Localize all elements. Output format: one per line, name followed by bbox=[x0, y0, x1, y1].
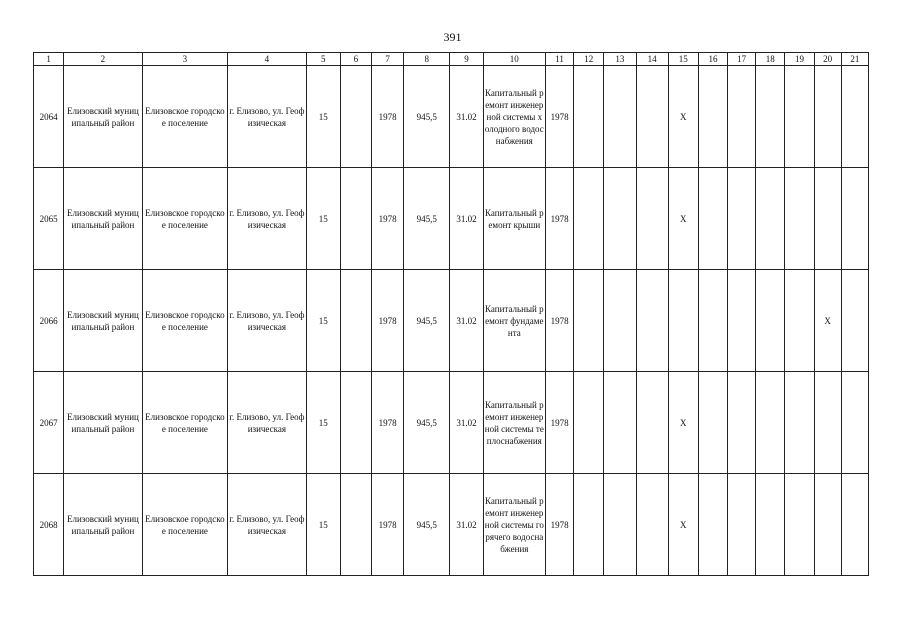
column-header: 12 bbox=[574, 53, 604, 66]
cell-col14 bbox=[636, 270, 668, 372]
cell-col11: 1978 bbox=[545, 270, 573, 372]
column-header: 8 bbox=[404, 53, 450, 66]
cell-col5: 15 bbox=[306, 168, 340, 270]
settlement-cell: Елизовское городское поселение bbox=[142, 168, 228, 270]
cell-col8: 945,5 bbox=[404, 372, 450, 474]
district-cell: Елизовский муниципальный район bbox=[64, 372, 142, 474]
cell-col6 bbox=[340, 372, 371, 474]
cell-col11: 1978 bbox=[545, 168, 573, 270]
cell-col5: 15 bbox=[306, 66, 340, 168]
cell-col9: 31.02 bbox=[450, 270, 483, 372]
cell-col6 bbox=[340, 474, 371, 576]
column-header: 18 bbox=[756, 53, 785, 66]
cell-col19 bbox=[785, 474, 814, 576]
cell-col16 bbox=[698, 66, 727, 168]
cell-col11: 1978 bbox=[545, 66, 573, 168]
cell-col13 bbox=[604, 474, 636, 576]
column-header: 1 bbox=[34, 53, 64, 66]
cell-col20 bbox=[814, 372, 841, 474]
cell-col21 bbox=[841, 168, 868, 270]
table-row bbox=[34, 270, 869, 372]
cell-col13 bbox=[604, 270, 636, 372]
cell-col15: X bbox=[668, 372, 698, 474]
cell-col12 bbox=[574, 474, 604, 576]
cell-col14 bbox=[636, 474, 668, 576]
cell-col18 bbox=[756, 168, 785, 270]
cell-col20: X bbox=[814, 270, 841, 372]
cell-col21 bbox=[841, 270, 868, 372]
work-type-cell: Капитальный ремонт инженерной системы теплоснабжения bbox=[483, 372, 545, 474]
cell-col19 bbox=[785, 66, 814, 168]
column-header: 21 bbox=[841, 53, 868, 66]
cell-col13 bbox=[604, 66, 636, 168]
cell-col13 bbox=[604, 168, 636, 270]
cell-col8: 945,5 bbox=[404, 474, 450, 576]
page-number: 391 bbox=[443, 30, 462, 44]
cell-col11: 1978 bbox=[545, 372, 573, 474]
column-header: 20 bbox=[814, 53, 841, 66]
cell-col8: 945,5 bbox=[404, 168, 450, 270]
cell-col21 bbox=[841, 66, 868, 168]
column-header: 2 bbox=[64, 53, 142, 66]
cell-col8: 945,5 bbox=[404, 66, 450, 168]
cell-col6 bbox=[340, 66, 371, 168]
column-header: 7 bbox=[371, 53, 403, 66]
table-row bbox=[34, 474, 869, 576]
settlement-cell: Елизовское городское поселение bbox=[142, 474, 228, 576]
cell-col13 bbox=[604, 372, 636, 474]
column-header: 16 bbox=[698, 53, 727, 66]
cell-col9: 31.02 bbox=[450, 474, 483, 576]
address-cell: г. Елизово, ул. Геофизическая bbox=[228, 168, 306, 270]
cell-col14 bbox=[636, 168, 668, 270]
cell-col15: X bbox=[668, 168, 698, 270]
address-cell: г. Елизово, ул. Геофизическая bbox=[228, 372, 306, 474]
table-row bbox=[34, 168, 869, 270]
row-id: 2068 bbox=[34, 474, 64, 576]
column-header: 3 bbox=[142, 53, 228, 66]
row-id: 2066 bbox=[34, 270, 64, 372]
column-header: 9 bbox=[450, 53, 483, 66]
cell-col16 bbox=[698, 474, 727, 576]
cell-col12 bbox=[574, 372, 604, 474]
cell-col9: 31.02 bbox=[450, 372, 483, 474]
table-row bbox=[34, 66, 869, 168]
cell-col7: 1978 bbox=[371, 474, 403, 576]
cell-col18 bbox=[756, 474, 785, 576]
cell-col20 bbox=[814, 66, 841, 168]
cell-col5: 15 bbox=[306, 372, 340, 474]
cell-col8: 945,5 bbox=[404, 270, 450, 372]
cell-col6 bbox=[340, 270, 371, 372]
cell-col21 bbox=[841, 474, 868, 576]
cell-col17 bbox=[728, 168, 756, 270]
column-header: 19 bbox=[785, 53, 814, 66]
cell-col18 bbox=[756, 66, 785, 168]
cell-col17 bbox=[728, 474, 756, 576]
cell-col19 bbox=[785, 168, 814, 270]
cell-col21 bbox=[841, 372, 868, 474]
cell-col15 bbox=[668, 270, 698, 372]
cell-col17 bbox=[728, 66, 756, 168]
cell-col19 bbox=[785, 372, 814, 474]
address-cell: г. Елизово, ул. Геофизическая bbox=[228, 270, 306, 372]
row-id: 2065 bbox=[34, 168, 64, 270]
cell-col17 bbox=[728, 270, 756, 372]
cell-col14 bbox=[636, 372, 668, 474]
cell-col11: 1978 bbox=[545, 474, 573, 576]
cell-col7: 1978 bbox=[371, 66, 403, 168]
row-id: 2064 bbox=[34, 66, 64, 168]
address-cell: г. Елизово, ул. Геофизическая bbox=[228, 474, 306, 576]
header-row bbox=[34, 53, 869, 66]
settlement-cell: Елизовское городское поселение bbox=[142, 270, 228, 372]
cell-col16 bbox=[698, 168, 727, 270]
work-type-cell: Капитальный ремонт фундамента bbox=[483, 270, 545, 372]
district-cell: Елизовский муниципальный район bbox=[64, 66, 142, 168]
data-table bbox=[33, 52, 869, 576]
settlement-cell: Елизовское городское поселение bbox=[142, 66, 228, 168]
district-cell: Елизовский муниципальный район bbox=[64, 474, 142, 576]
cell-col17 bbox=[728, 372, 756, 474]
column-header: 10 bbox=[483, 53, 545, 66]
cell-col12 bbox=[574, 270, 604, 372]
district-cell: Елизовский муниципальный район bbox=[64, 270, 142, 372]
cell-col9: 31.02 bbox=[450, 66, 483, 168]
cell-col16 bbox=[698, 270, 727, 372]
cell-col20 bbox=[814, 474, 841, 576]
cell-col15: X bbox=[668, 474, 698, 576]
column-header: 14 bbox=[636, 53, 668, 66]
cell-col7: 1978 bbox=[371, 372, 403, 474]
column-header: 13 bbox=[604, 53, 636, 66]
cell-col18 bbox=[756, 270, 785, 372]
cell-col6 bbox=[340, 168, 371, 270]
cell-col16 bbox=[698, 372, 727, 474]
table-row bbox=[34, 372, 869, 474]
column-header: 11 bbox=[545, 53, 573, 66]
cell-col15: X bbox=[668, 66, 698, 168]
column-header: 6 bbox=[340, 53, 371, 66]
cell-col19 bbox=[785, 270, 814, 372]
settlement-cell: Елизовское городское поселение bbox=[142, 372, 228, 474]
cell-col7: 1978 bbox=[371, 270, 403, 372]
cell-col14 bbox=[636, 66, 668, 168]
column-header: 4 bbox=[228, 53, 306, 66]
column-header: 5 bbox=[306, 53, 340, 66]
cell-col12 bbox=[574, 168, 604, 270]
cell-col5: 15 bbox=[306, 270, 340, 372]
work-type-cell: Капитальный ремонт инженерной системы холодного водоснабжения bbox=[483, 66, 545, 168]
work-type-cell: Капитальный ремонт инженерной системы горячего водоснабжения bbox=[483, 474, 545, 576]
cell-col9: 31.02 bbox=[450, 168, 483, 270]
column-header: 17 bbox=[728, 53, 756, 66]
cell-col18 bbox=[756, 372, 785, 474]
cell-col20 bbox=[814, 168, 841, 270]
address-cell: г. Елизово, ул. Геофизическая bbox=[228, 66, 306, 168]
cell-col12 bbox=[574, 66, 604, 168]
column-header: 15 bbox=[668, 53, 698, 66]
district-cell: Елизовский муниципальный район bbox=[64, 168, 142, 270]
cell-col5: 15 bbox=[306, 474, 340, 576]
work-type-cell: Капитальный ремонт крыши bbox=[483, 168, 545, 270]
cell-col7: 1978 bbox=[371, 168, 403, 270]
row-id: 2067 bbox=[34, 372, 64, 474]
